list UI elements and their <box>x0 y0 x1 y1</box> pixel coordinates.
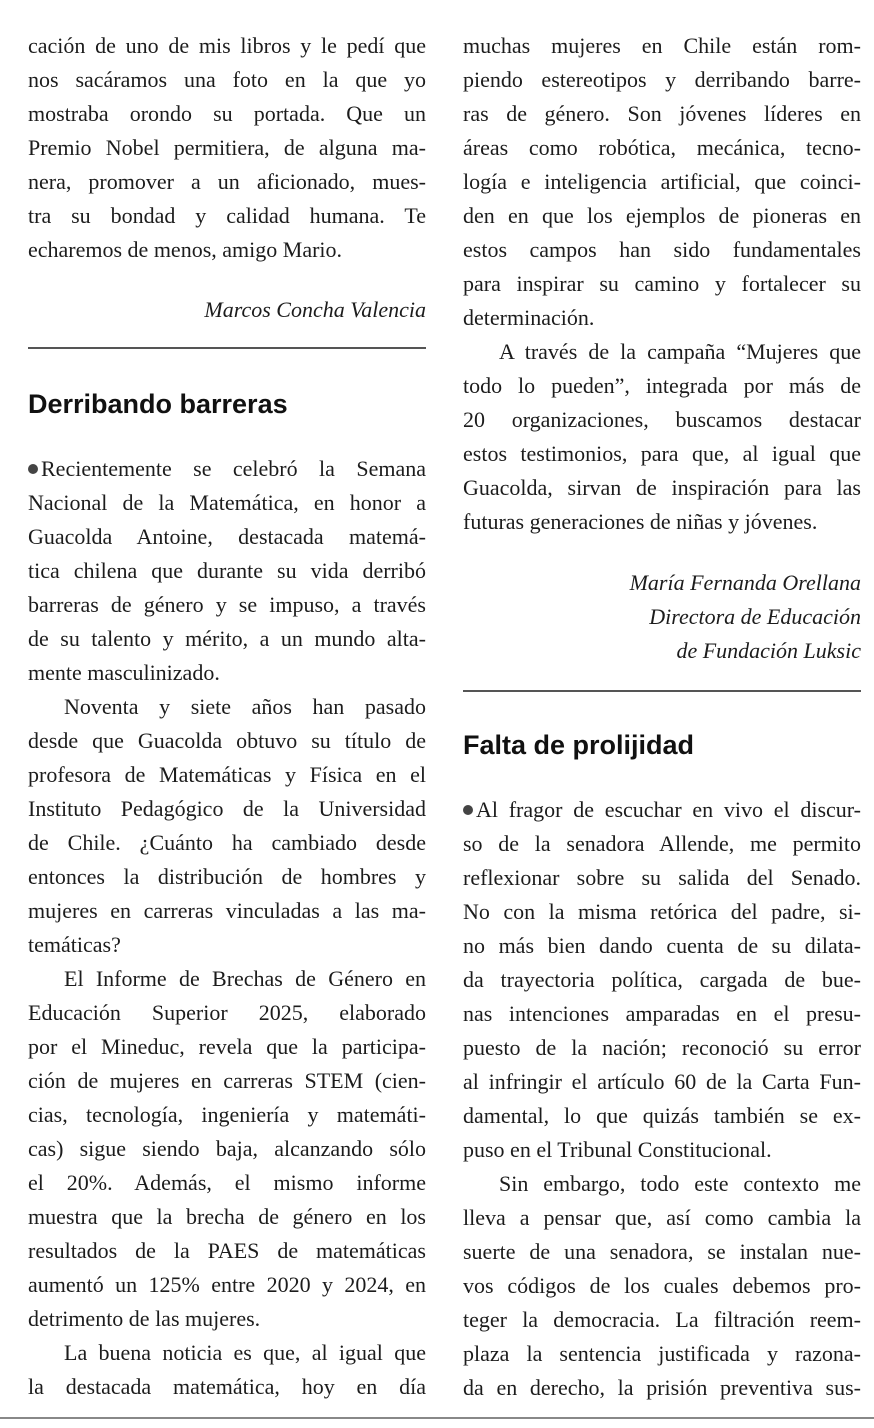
right-column <box>463 0 861 1405</box>
text-line: Guacolda Antoine, destacada matemá- <box>28 524 426 549</box>
text-line: ras de género. Son jóvenes líderes en <box>463 101 861 126</box>
text-line: Educación Superior 2025, elaborado <box>28 1000 426 1025</box>
text-line: nas intenciones amparadas en el presu- <box>463 1001 861 1026</box>
paragraph <box>463 29 861 335</box>
paragraph <box>28 1336 426 1404</box>
text-line: para inspirar su camino y fortalecer su <box>463 271 861 296</box>
text-line: A través de la campaña “Mujeres que <box>499 339 861 364</box>
text-line: Guacolda, sirvan de inspiración para las <box>463 475 861 500</box>
text-line: teger la democracia. La filtración reem- <box>463 1307 861 1332</box>
text-line: cación de uno de mis libros y le pedí que <box>28 33 426 58</box>
paragraph <box>463 793 861 1167</box>
text-line: desde que Guacolda obtuvo su título de <box>28 728 426 753</box>
text-line: Sin embargo, todo este contexto me <box>499 1171 861 1196</box>
text-line: determinación. <box>463 305 595 330</box>
text-line: lleva a pensar que, así como cambia la <box>463 1205 861 1230</box>
text-line: detrimento de las mujeres. <box>28 1306 261 1331</box>
paragraph <box>463 1167 861 1405</box>
heading-falta-de-prolijidad: Falta de prolijidad <box>463 730 695 760</box>
paragraph <box>28 962 426 1336</box>
text-line: barreras de género y se impuso, a través <box>28 592 426 617</box>
paragraph <box>463 335 861 539</box>
text-line: nera, promover a un aficionado, mues- <box>28 169 426 194</box>
text-line: piendo estereotipos y derribando barre- <box>463 67 861 92</box>
text-line: la destacada matemática, hoy en día <box>28 1374 426 1399</box>
text-line: suerte de una senadora, se instalan nue- <box>463 1239 861 1264</box>
signature-maria-fernanda <box>463 566 861 668</box>
text-line: Noventa y siete años han pasado <box>64 694 426 719</box>
text-line: vos códigos de los cuales debemos pro- <box>463 1273 861 1298</box>
text-line: por el Mineduc, revela que la participa- <box>28 1034 426 1059</box>
paragraph <box>28 452 426 690</box>
paragraph <box>28 690 426 962</box>
text-line: cas) sigue siendo baja, alcanzando sólo <box>28 1136 426 1161</box>
text-line: entonces la distribución de hombres y <box>28 864 426 889</box>
text-line: temáticas? <box>28 932 121 957</box>
text-line: aumentó un 125% entre 2020 y 2024, en <box>28 1272 426 1297</box>
left-column <box>28 0 426 1404</box>
text-line: de Chile. ¿Cuánto ha cambiado desde <box>28 830 426 855</box>
text-line: den en que los ejemplos de pioneras en <box>463 203 861 228</box>
text-line: puesto de la nación; reconoció su error <box>463 1035 861 1060</box>
text-line: todo lo pueden”, integrada por más de <box>463 373 861 398</box>
bullet-icon <box>28 464 38 474</box>
text-line: Nacional de la Matemática, en honor a <box>28 490 426 515</box>
text-line: 20 organizaciones, buscamos destacar <box>463 407 861 432</box>
text-line: áreas como robótica, mecánica, tecno- <box>463 135 861 160</box>
text-line: mente masculinizado. <box>28 660 220 685</box>
text-line: logía e inteligencia artificial, que coinci- <box>463 169 861 194</box>
text-line: de su talento y mérito, a un mundo alta- <box>28 626 426 651</box>
text-line: da en derecho, la prisión preventiva sus- <box>463 1375 861 1400</box>
page-bottom-rule <box>0 1417 874 1419</box>
signature-name: María Fernanda Orellana <box>629 570 861 595</box>
text-line: mostraba orondo su portada. Que un <box>28 101 426 126</box>
text-line: tra su bondad y calidad humana. Te <box>28 203 426 228</box>
letter-intro-text <box>28 29 426 267</box>
text-line: resultados de la PAES de matemáticas <box>28 1238 426 1263</box>
text-line: no más bien dando cuenta de su dilata- <box>463 933 861 958</box>
text-line: reflexionar sobre su salida del Senado. <box>463 865 861 890</box>
text-line: nos sacáramos una foto en la que yo <box>28 67 426 92</box>
signature-role: Directora de Educación <box>649 604 861 629</box>
text-line: estos campos han sido fundamentales <box>463 237 861 262</box>
text-line: cias, tecnología, ingeniería y matemáti- <box>28 1102 426 1127</box>
text-line: muestra que la brecha de género en los <box>28 1204 426 1229</box>
text-line: Instituto Pedagógico de la Universidad <box>28 796 426 821</box>
text-line: mujeres en carreras vinculadas a las ma- <box>28 898 426 923</box>
text-line: La buena noticia es que, al igual que <box>64 1340 426 1365</box>
text-line: damental, lo que quizás también se ex- <box>463 1103 861 1128</box>
text-line: so de la senadora Allende, me permito <box>463 831 861 856</box>
text-line: plaza la sentencia justificada y razona- <box>463 1341 861 1366</box>
text-line: muchas mujeres en Chile están rom- <box>463 33 861 58</box>
text-line: futuras generaciones de niñas y jóvenes. <box>463 509 818 534</box>
text-line: profesora de Matemáticas y Física en el <box>28 762 426 787</box>
text-line: El Informe de Brechas de Género en <box>64 966 426 991</box>
text-line: Al fragor de escuchar en vivo el discur- <box>463 793 861 827</box>
text-line: da trayectoria política, cargada de bue- <box>463 967 861 992</box>
text-line: Recientemente se celebró la Semana <box>28 452 426 486</box>
signature-marcos: Marcos Concha Valencia <box>204 297 426 322</box>
text-line: Premio Nobel permitiera, de alguna ma- <box>28 135 426 160</box>
text-line: puso en el Tribunal Constitucional. <box>463 1137 772 1162</box>
text-line: al infringir el artículo 60 de la Carta Fun- <box>463 1069 861 1094</box>
text-line: tica chilena que durante su vida derribó <box>28 558 426 583</box>
heading-derribando-barreras: Derribando barreras <box>28 389 288 419</box>
signature-org: de Fundación Luksic <box>676 638 861 663</box>
text-line: ción de mujeres en carreras STEM (cien- <box>28 1068 426 1093</box>
bullet-icon <box>463 805 473 815</box>
text-line: No con la misma retórica del padre, si- <box>463 899 861 924</box>
text-line: estos testimonios, para que, al igual que <box>463 441 861 466</box>
text-line: echaremos de menos, amigo Mario. <box>28 237 343 262</box>
text-line: el 20%. Además, el mismo informe <box>28 1170 426 1195</box>
